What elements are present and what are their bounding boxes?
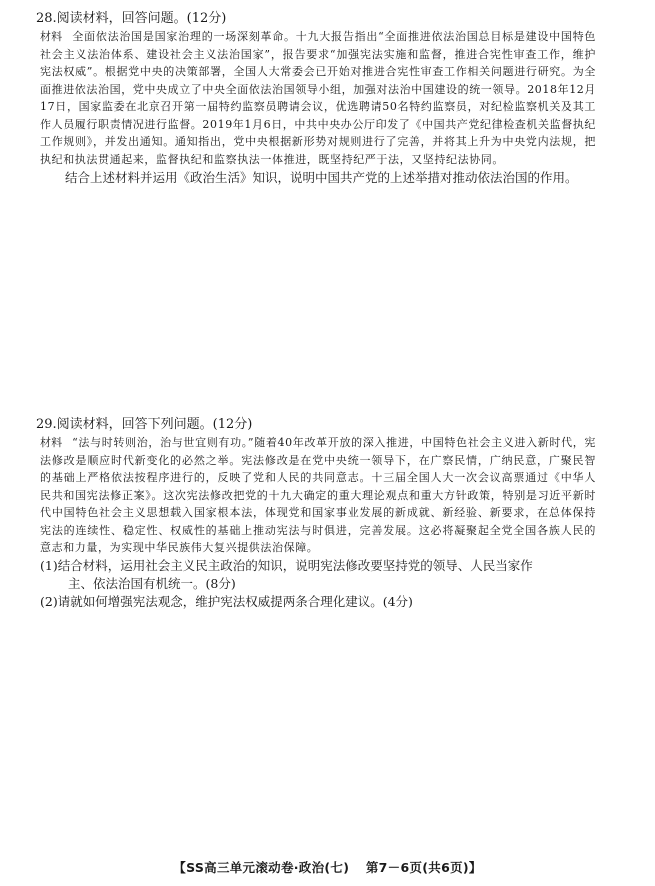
question-28-title: 28.阅读材料，回答问题。(12分) (36, 11, 227, 26)
question-28 (36, 10, 596, 187)
question-29-sub1-line2: 主、依法治国有机统一。(8分) (68, 575, 236, 591)
material-label: 材料 (40, 436, 63, 449)
material-label: 材料 (40, 30, 63, 43)
question-29-material-text: “法与时转则治，治与世宜则有功。”随着40年改革开放的深入推进，中国特色社会主义进入新时代，宪法修改是顺应时代新变化的必然之举。宪法修改是在党中央统一领导下，在广察民情，广纳民意，广聚民智的基础上严格依法按程序进行的，反映了党和人民的共同意志。十三届全国人大一次会议高票通过《中华人民共和国宪法修正案》。这次宪法修改把党的十九大确定的重大理论观点和重大方针政策，特别是习近平新时代中国特色社会主义思想载入国家根本法，体现党和国家事业发展的新成就、新经验、新要求，在总体保持宪法的连续性、稳定性、权威性的基础上推动宪法与时俱进，完善发展。这必将凝聚起全党全国各族人民的意志和力量，为实现中华民族伟大复兴提供法治保障。 (40, 436, 596, 554)
question-28-prompt: 结合上述材料并运用《政治生活》知识，说明中国共产党的上述举措对推动依法治国的作用。 (65, 170, 578, 185)
footer-page-number: 第7－6页(共6页)】 (365, 860, 482, 875)
page-footer (0, 858, 655, 876)
question-29-title: 29.阅读材料，回答下列问题。(12分) (36, 417, 253, 432)
question-29 (36, 416, 596, 611)
question-29-material (36, 434, 596, 557)
footer-exam-title: 【SS高三单元滚动卷·政治(七) (173, 860, 350, 875)
question-28-material (36, 28, 596, 168)
question-28-material-text: 全面依法治国是国家治理的一场深刻革命。十九大报告指出“全面推进依法治国总目标是建设中国特色社会主义法治体系、建设社会主义法治国家”，报告要求“加强宪法实施和监督，推进合宪性审查工作，维护宪法权威”。根据党中央的决策部署，全国人大常委会已开始对推进合宪性审查工作相关问题进行研究。为全面推进依法治国，党中央成立了中央全面依法治国领导小组，加强对法治中国建设的统一领导。2018年12月17日，国家监委在北京召开第一届特约监察员聘请会议，优选聘请50名特约监察员，对纪检监察机关及其工作人员履行职责情况进行监督。2019年1月6日，中共中央办公厅印发了《中国共产党纪律检查机关监督执纪工作规则》，并发出通知。通知指出，党中央根据新形势对规则进行了完善，并将其上升为中央党内法规，把执纪和执法贯通起来，监督执纪和监察执法一体推进，既坚持纪严于法，又坚持纪法协同。 (40, 30, 597, 166)
question-29-sub1 (36, 557, 596, 593)
question-29-sub1-line1: (1)结合材料，运用社会主义民主政治的知识，说明宪法修改要坚持党的领导、人民当家作 (40, 557, 533, 573)
question-29-sub2: (2)请就如何增强宪法观念，维护宪法权威提两条合理化建议。(4分) (40, 593, 413, 609)
